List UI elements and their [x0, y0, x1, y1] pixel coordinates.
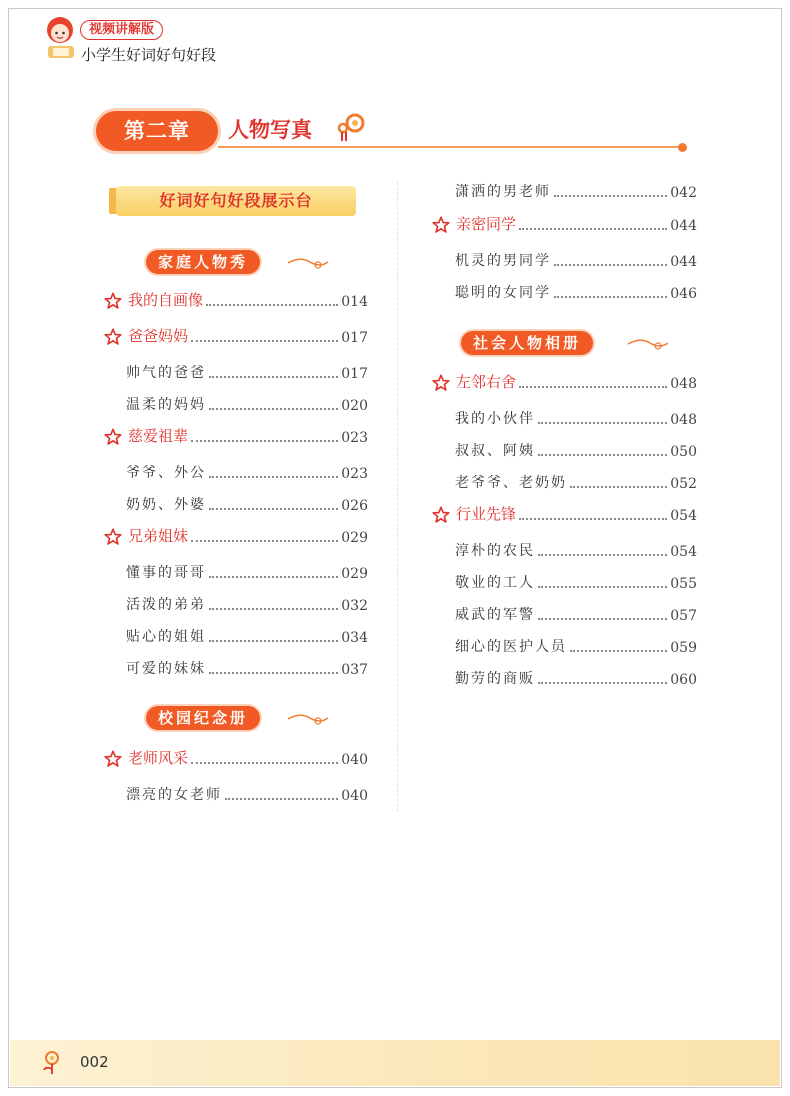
- dot-leader: [554, 264, 667, 266]
- section-family: 家庭人物秀: [146, 250, 260, 274]
- toc-label: 叔叔、阿姨: [455, 443, 535, 459]
- book-title: 小学生好词好句好段: [81, 46, 217, 64]
- toc-page-number: 052: [670, 476, 697, 492]
- star-icon: [432, 216, 450, 234]
- dot-leader: [554, 296, 667, 298]
- showcase-banner: 好词好句好段展示台: [116, 186, 356, 216]
- dot-leader: [538, 454, 667, 456]
- toc-label: 左邻右舍: [456, 373, 517, 391]
- toc-page-number: 055: [670, 576, 697, 592]
- dot-leader: [554, 195, 667, 197]
- star-icon: [104, 328, 122, 346]
- toc-label: 活泼的弟弟: [126, 597, 206, 613]
- toc-label: 贴心的姐姐: [126, 629, 206, 645]
- dot-leader: [191, 540, 338, 542]
- toc-label: 我的自画像: [128, 291, 204, 309]
- edition-badge: 视频讲解版: [80, 20, 163, 40]
- dot-leader: [538, 554, 667, 556]
- dot-leader: [570, 650, 667, 652]
- star-icon: [104, 428, 122, 446]
- toc-entry[interactable]: [126, 494, 368, 514]
- star-icon: [104, 528, 122, 546]
- dot-leader: [191, 340, 338, 342]
- star-icon: [432, 506, 450, 524]
- toc-entry[interactable]: [455, 440, 697, 460]
- dot-leader: [209, 508, 338, 510]
- toc-entry[interactable]: [455, 540, 697, 560]
- toc-page-number: 050: [670, 444, 697, 460]
- toc-entry[interactable]: [126, 562, 368, 582]
- toc-page-number: 014: [341, 294, 368, 310]
- toc-page-number: 044: [670, 254, 697, 270]
- ornament-icon: [334, 108, 370, 144]
- swirl-icon: [288, 712, 328, 726]
- toc-entry[interactable]: [455, 282, 697, 302]
- toc-page-number: 059: [670, 640, 697, 656]
- toc-label: 老爷爷、老奶奶: [455, 475, 567, 491]
- toc-page-number: 040: [341, 788, 368, 804]
- page-number: 002: [80, 1053, 109, 1071]
- toc-entry[interactable]: [455, 472, 697, 492]
- toc-label: 帅气的爸爸: [126, 365, 206, 381]
- dot-leader: [191, 440, 338, 442]
- toc-label: 机灵的男同学: [455, 253, 551, 269]
- toc-label: 可爱的妹妹: [126, 661, 206, 677]
- toc-entry[interactable]: [126, 658, 368, 678]
- star-icon: [432, 374, 450, 392]
- toc-entry[interactable]: [126, 462, 368, 482]
- toc-page-number: 020: [341, 398, 368, 414]
- toc-section-entry[interactable]: [104, 290, 368, 310]
- flower-icon: [38, 1048, 66, 1076]
- dot-leader: [538, 618, 667, 620]
- dot-leader: [225, 798, 338, 800]
- toc-label: 爸爸妈妈: [128, 327, 189, 345]
- toc-label: 行业先锋: [456, 505, 517, 523]
- toc-label: 奶奶、外婆: [126, 497, 206, 513]
- toc-entry[interactable]: [455, 250, 697, 270]
- chapter-number: 第二章: [96, 111, 218, 151]
- dot-leader: [209, 376, 338, 378]
- toc-section-entry[interactable]: [104, 748, 368, 768]
- dot-leader: [519, 228, 667, 230]
- column-divider: [397, 182, 398, 812]
- toc-entry[interactable]: [455, 604, 697, 624]
- dot-leader: [519, 518, 667, 520]
- toc-section-entry[interactable]: [432, 214, 697, 234]
- dot-leader: [538, 422, 667, 424]
- toc-page-number: 017: [341, 330, 368, 346]
- dot-leader: [206, 304, 338, 306]
- dot-leader: [570, 486, 667, 488]
- dot-leader: [209, 672, 338, 674]
- toc-label: 聪明的女同学: [455, 285, 551, 301]
- toc-section-entry[interactable]: [104, 426, 368, 446]
- toc-entry[interactable]: [126, 784, 368, 804]
- toc-label: 老师风采: [128, 749, 189, 767]
- toc-section-entry[interactable]: [104, 526, 368, 546]
- toc-page-number: 048: [670, 376, 697, 392]
- toc-section-entry[interactable]: [432, 504, 697, 524]
- dot-leader: [209, 408, 338, 410]
- toc-label: 敬业的工人: [455, 575, 535, 591]
- dot-leader: [209, 576, 338, 578]
- toc-label: 懂事的哥哥: [126, 565, 206, 581]
- toc-entry[interactable]: [455, 636, 697, 656]
- dot-leader: [209, 476, 338, 478]
- toc-label: 温柔的妈妈: [126, 397, 206, 413]
- toc-label: 爷爷、外公: [126, 465, 206, 481]
- toc-page-number: 032: [341, 598, 368, 614]
- toc-section-entry[interactable]: [104, 326, 368, 346]
- star-icon: [104, 750, 122, 768]
- dot-leader: [538, 586, 667, 588]
- toc-label: 威武的军警: [455, 607, 535, 623]
- dot-leader: [538, 682, 667, 684]
- toc-entry[interactable]: [126, 362, 368, 382]
- dot-leader: [209, 640, 338, 642]
- section-school: 校园纪念册: [146, 706, 260, 730]
- toc-label: 亲密同学: [456, 215, 517, 233]
- toc-label: 细心的医护人员: [455, 639, 567, 655]
- swirl-icon: [288, 256, 328, 270]
- toc-entry[interactable]: [126, 394, 368, 414]
- toc-page-number: 060: [670, 672, 697, 688]
- toc-page-number: 029: [341, 566, 368, 582]
- dot-leader: [209, 608, 338, 610]
- toc-entry[interactable]: [455, 572, 697, 592]
- chapter-rule: [218, 146, 680, 148]
- toc-page-number: 026: [341, 498, 368, 514]
- toc-page-number: 023: [341, 430, 368, 446]
- toc-page-number: 034: [341, 630, 368, 646]
- toc-label: 勤劳的商贩: [455, 671, 535, 687]
- dot-leader: [519, 386, 667, 388]
- toc-page-number: 054: [670, 508, 697, 524]
- toc-page-number: 048: [670, 412, 697, 428]
- toc-entry[interactable]: [455, 408, 697, 428]
- toc-label: 潇洒的男老师: [455, 184, 551, 200]
- toc-label: 兄弟姐妹: [128, 527, 189, 545]
- toc-page-number: 054: [670, 544, 697, 560]
- toc-entry[interactable]: [455, 181, 697, 201]
- section-society: 社会人物相册: [461, 331, 593, 355]
- toc-label: 淳朴的农民: [455, 543, 535, 559]
- toc-page-number: 057: [670, 608, 697, 624]
- dot-leader: [191, 762, 338, 764]
- toc-page-number: 037: [341, 662, 368, 678]
- toc-entry[interactable]: [126, 626, 368, 646]
- toc-page-number: 042: [670, 185, 697, 201]
- footer-band: [10, 1040, 780, 1086]
- toc-page-number: 017: [341, 366, 368, 382]
- toc-page-number: 029: [341, 530, 368, 546]
- toc-entry[interactable]: [455, 668, 697, 688]
- swirl-icon: [628, 337, 668, 351]
- toc-label: 漂亮的女老师: [126, 787, 222, 803]
- chapter-title: 人物写真: [228, 117, 312, 142]
- toc-label: 我的小伙伴: [455, 411, 535, 427]
- toc-page-number: 046: [670, 286, 697, 302]
- star-icon: [104, 292, 122, 310]
- toc-section-entry[interactable]: [432, 372, 697, 392]
- toc-entry[interactable]: [126, 594, 368, 614]
- toc-page-number: 040: [341, 752, 368, 768]
- girl-mascot-icon: [40, 14, 84, 62]
- chapter-rule-dot: [678, 143, 687, 152]
- toc-page-number: 023: [341, 466, 368, 482]
- toc-label: 慈爱祖辈: [128, 427, 189, 445]
- toc-page-number: 044: [670, 218, 697, 234]
